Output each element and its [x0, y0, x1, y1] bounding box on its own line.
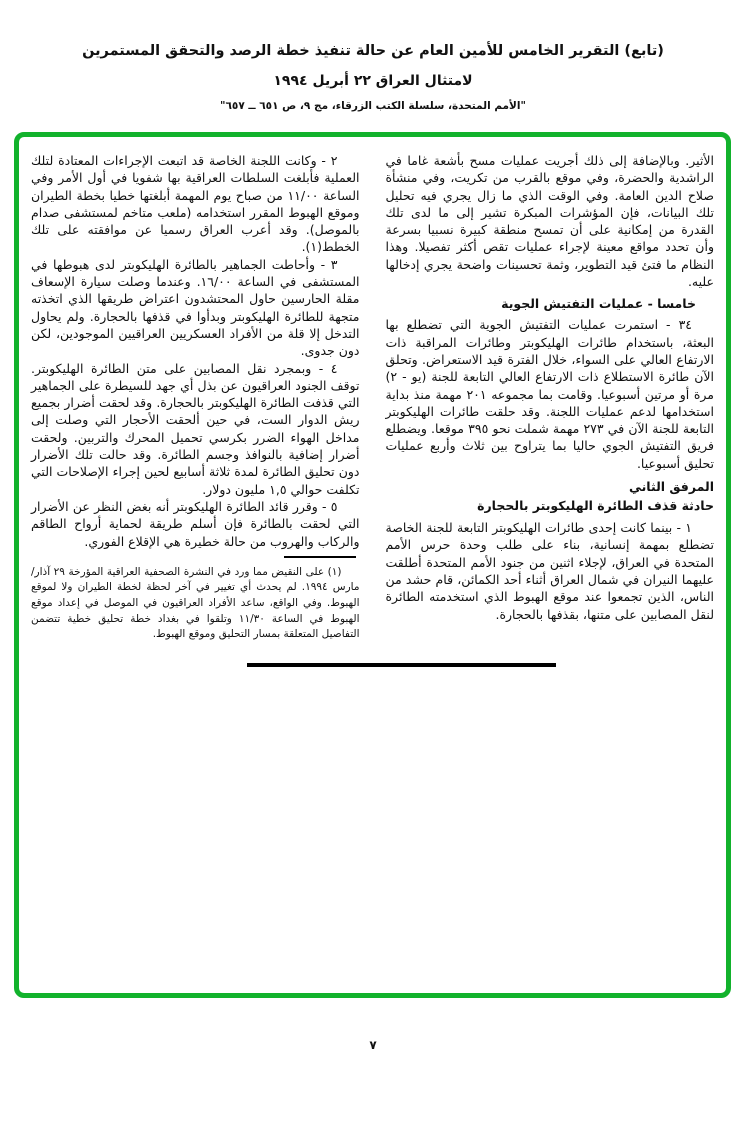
column-left: [31, 152, 360, 643]
source-citation: "الأمم المتحدة، سلسلة الكتب الزرقاء، مج ٩، ص ٦٥١ ــ ٦٥٧": [220, 100, 526, 113]
paragraph-3: ٣ - وأحاطت الجماهير بالطائرة الهليكوبتر لدى هبوطها في المستشفى في الساعة ١٦/٠٠. وعندما وصلت سيارة الإسعاف مقلة الحارسين حاول المحتشدون اعتراض طريقها الذي اتخذته متجهة للطائرة الهليكوبتر وبدأوا في قذفها بالحجارة. ولم يحاول التدخل إلا قلة من الأفراد العسكريين العراقيين الموجودين، لكن دون جدوى.: [31, 256, 360, 359]
column-right: [386, 152, 715, 643]
two-column-text: [19, 137, 726, 643]
paragraph-5: ٥ - وقرر قائد الطائرة الهليكوبتر أنه بغض النظر عن الأضرار التي لحقت بالطائرة فإن أسلم طريقة لحماية أرواح الطاقم والركاب والهروب من حالة خطيرة هي الإقلاع الفوري.: [31, 498, 360, 549]
annex2-heading: المرفق الثاني: [628, 479, 714, 495]
section5-heading: خامسا - عمليات التفتيش الجوية: [501, 296, 696, 312]
report-title: (تابع) التقرير الخامس للأمين العام عن حالة تنفيذ خطة الرصد والتحقق المستمرين: [82, 43, 664, 59]
footnote-1: (١) على النقيض مما ورد في النشرة الصحفية العراقية المؤرخة ٢٩ آذار/ مارس ١٩٩٤. لم يحدث أي تغيير في آخر لحظة لخطة الطيران ولا لموقع الهبوط. وفي الواقع، ساعد الأفراد العراقيون في الموصل في إعداد موقع الهبوط في الساعة ١١/٣٠ وتلقوا في بغداد خطة تحليق خطية تتضمن التفاصيل المتعلقة بمسار التحليق وموقع الهبوط.: [31, 565, 360, 641]
annex2-subheading: حادثة قذف الطائرة الهليكوبتر بالحجارة: [477, 498, 714, 514]
paragraph-1: ١ - بينما كانت إحدى طائرات الهليكوبتر التابعة للجنة الخاصة تضطلع بمهمة إنسانية، بناء على طلب وحدة حرس الأمم المتحدة في العراق، لإجلاء اثنين من جنود الأمم المتحدة أطلقت عليهما النيران في شمال العراق أثناء أحد الكمائن، قام حشد من الناس، الذين تجمعوا عند موقع الهبوط الذي استخدمته الطائرة لنقل المصابين على متنها، بقذفها بالحجارة.: [385, 520, 714, 622]
end-of-text-rule: [247, 663, 556, 667]
report-subtitle: لامتثال العراق ٢٢ أبريل ١٩٩٤: [273, 73, 473, 90]
document-header: [0, 42, 746, 112]
paragraph-continuation: الأثير. وبالإضافة إلى ذلك أجريت عمليات مسح بأشعة غاما في الراشدية والحضرة، وفي موقع بالقرب من تكريت، وفي منشأة صلاح الدين العامة. وفي الوقت الذي ما زال يجري فيه تحليل تلك البيانات، فإن المؤشرات المبكرة تشير إلى ما لدى تلك القدرة من إمكانية على أن تمسح منطقة كبيرة نسبيا بسرعة وأن تحدد مواقع معينة لإجراء عمليات تقص أكثر تفصيلا. وهذا النظام ما فتئ قيد التطوير، وثمة تحسينات واضحة يجري إدخالها عليه.: [385, 153, 714, 290]
paragraph-4: ٤ - وبمجرد نقل المصابين على متن الطائرة الهليكوبتر. توقف الجنود العراقيون عن بذل أي جهد للسيطرة على الجماهير التي قذفت الطائرة الهليكوبتر بالحجارة. وقد لحقت أضرار بجميع ريش الدوار الست، في حين ألحقت الأحجار التي وصلت إلى مداخل الهواء الضرر بكرسي تحميل المحرك والتربين. ولحقت أضرار إضافية بالنوافذ وجسم الطائرة. وقد حالت تلك الأضرار دون تحليق الطائرة لمدة ثلاثة أسابيع لحين إجراء الإصلاحات التي تكلفت حوالي ١,٥ مليون دولار.: [31, 360, 360, 497]
paragraph-34: ٣٤ - استمرت عمليات التفتيش الجوية التي تضطلع بها البعثة، باستخدام طائرات الهليكوبتر وطائرات المراقبة ذات الارتفاع العالي على السواء، خلال الفترة قيد الاستعراض. وتحلق الآن طائرة الاستطلاع ذات الارتفاع العالي التابعة للجنة (يو - ٢) مرة أو مرتين أسبوعيا. وقامت بما مجموعه ٢٠١ مهمة منذ بداية استخدامها لدعم عمليات اللجنة. وقد حلقت طائرات الهليكوبتر التابعة للجنة الآن في ٢٧٣ مهمة شملت نحو ٣٩٥ موقعا. ويضطلع فريق التفتيش الجوي حاليا بما يتراوح بين ثلاث وأربع عمليات تحليق أسبوعيا.: [385, 317, 714, 471]
footnote-separator: [284, 556, 356, 558]
highlight-frame: [14, 132, 731, 998]
paragraph-2: ٢ - وكانت اللجنة الخاصة قد اتبعت الإجراءات المعتادة لتلك العملية فأبلغت السلطات العراقية بها شفويا في أول الأمر وفي الساعة ١١/٠٠ من صباح يوم المهمة أبلغتها خطيا بخطة الطيران وموقع الهبوط المقرر استخدامه (ملعب متاخم لمستشفى صدام بالموصل). وقد أعرب العراق رسميا عن موافقته على تلك الخطط(١).: [31, 153, 360, 255]
page-number: ٧: [369, 1038, 377, 1052]
